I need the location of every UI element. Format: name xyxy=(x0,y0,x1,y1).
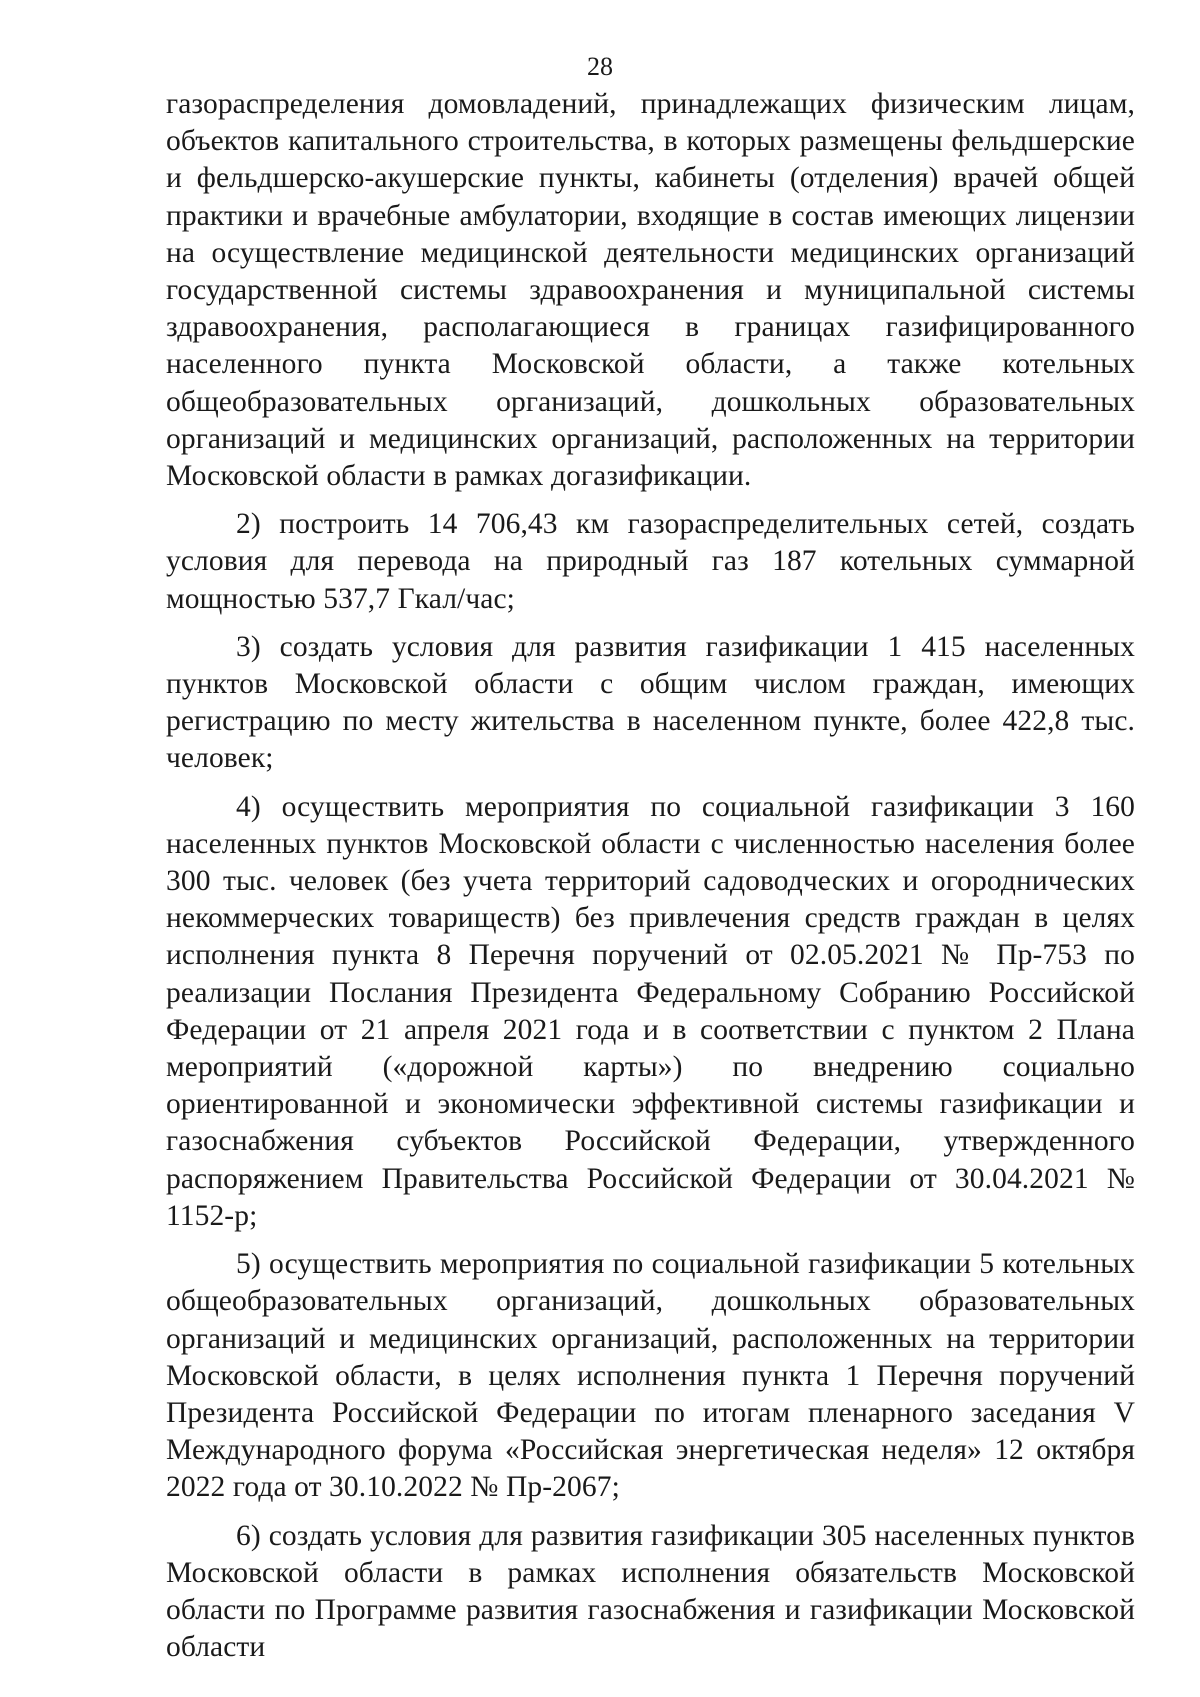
document-body xyxy=(166,86,1135,1677)
paragraph-item-5: 5) осуществить мероприятия по социальной газификации 5 котельных общеобразовательных организаций, дошкольных образовательных организаций и медицинских организаций, расположенных на территории Московской области, в целях исполнения пункта 1 Перечня поручений Президента Российской Федерации по итогам пленарного заседания V Международного форума «Российская энергетическая неделя» 12 октября 2022 года от 30.10.2022 № Пр-2067; xyxy=(166,1248,1135,1504)
paragraph-item-2: 2) построить 14 706,43 км газораспределительных сетей, создать условия для перевода на природный газ 187 котельных суммарной мощностью 537,7 Гкал/час; xyxy=(166,508,1135,615)
page-number: 28 xyxy=(587,52,613,81)
paragraph-continuation: газораспределения домовладений, принадлежащих физическим лицам, объектов капитального строительства, в которых размещены фельдшерские и фельдшерско-акушерские пункты, кабинеты (отделения) врачей общей практики и врачебные амбулатории, входящие в состав имеющих лицензии на осуществление медицинской деятельности медицинских организаций государственной системы здравоохранения и муниципальной системы здравоохранения, располагающиеся в границах газифицированного населенного пункта Московской области, а также котельных общеобразовательных организаций, дошкольных образовательных организаций и медицинских организаций, расположенных на территории Московской области в рамках догазификации. xyxy=(166,88,1135,493)
paragraph-item-3: 3) создать условия для развития газификации 1 415 населенных пунктов Московской области с общим числом граждан, имеющих регистрацию по месту жительства в населенном пункте, более 422,8 тыс. человек; xyxy=(166,630,1135,775)
paragraph-item-4: 4) осуществить мероприятия по социальной газификации 3 160 населенных пунктов Московской области с численностью населения более 300 тыс. человек (без учета территорий садоводческих и огороднических некоммерческих товариществ) без привлечения средств граждан в целях исполнения пункта 8 Перечня поручений от 02.05.2021 № Пр-753 по реализации Послания Президента Федеральному Собранию Российской Федерации от 21 апреля 2021 года и в соответствии с пунктом 2 Плана мероприятий («дорожной карты») по внедрению социально ориентированной и экономически эффективной системы газификации и газоснабжения субъектов Российской Федерации, утвержденного распоряжением Правительства Российской Федерации от 30.04.2021 № 1152-р; xyxy=(166,790,1135,1232)
paragraph-item-6: 6) создать условия для развития газификации 305 населенных пунктов Московской области в рамках исполнения обязательств Московской области по Программе развития газоснабжения и газификации Московской области xyxy=(166,1519,1135,1664)
